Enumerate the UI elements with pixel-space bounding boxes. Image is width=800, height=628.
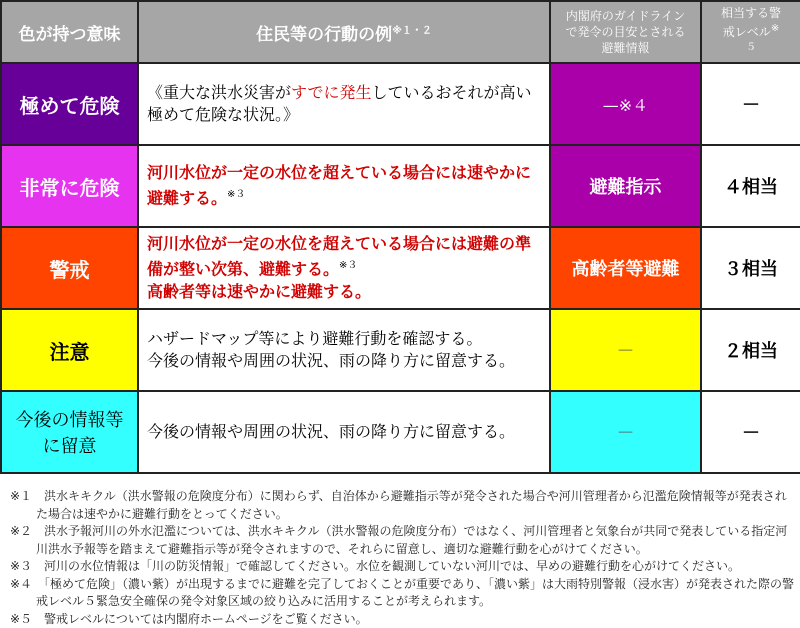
info-cell: —※４ [550,63,701,145]
header-action-sup: ※１・２ [392,25,432,36]
footnote: ※５ 警戒レベルについては内閣府ホームページをご覧ください。 [10,611,795,628]
meaning-cell: 今後の情報等に留意 [1,391,138,473]
action-cell: 今後の情報や周囲の状況、雨の降り方に留意する。 [138,391,550,473]
header-meaning: 色が持つ意味 [1,1,138,63]
level-cell: ４相当 [701,145,800,227]
table-row [1,63,800,145]
info-cell: 高齢者等避難 [550,227,701,309]
meaning-cell: 非常に危険 [1,145,138,227]
action-red: すでに発生 [291,83,371,102]
header-action [138,1,550,63]
action-sup: ※３ [227,189,245,200]
action-text: しているおそれが高い極めて危険な状況。》 [147,83,532,124]
action-text: ハザードマップ等により避難行動を確認する。 [147,329,482,348]
meaning-cell: 警戒 [1,227,138,309]
header-row [1,1,800,63]
action-red: 高齢者等は速やかに避難する。 [147,282,371,301]
action-cell [138,227,550,309]
footnote: ※２ 洪水予報河川の外水氾濫については、洪水キキクル（洪水警報の危険度分布）ではなく、河川管理者と気象台が共同で発表している指定河川洪水予報等を踏まえて避難指示等が発令されますので、それらに留意し、適切な避難行動を心がけてください。 [10,523,795,558]
header-info-text: 内閣府のガイドラインで発令の目安とされる避難情報 [551,8,700,56]
action-text: 今後の情報や周囲の状況、雨の降り方に留意する。 [147,351,515,370]
header-level-sup: ※５ [746,23,779,53]
action-text: 《重大な洪水災害が [147,83,291,102]
footnote: ※１ 洪水キキクル（洪水警報の危険度分布）に関わらず、自治体から避難指示等が発令された場合や河川管理者から氾濫危険情報等が発表された場合は速やかに避難行動をとってください。 [10,488,795,523]
table-row [1,227,800,309]
footnote: ※３ 河川の水位情報は「川の防災情報」で確認してください。水位を観測していない河川では、早めの避難行動を心がけてください。 [10,558,795,576]
action-cell [138,145,550,227]
header-action-text: 住民等の行動の例 [256,25,392,45]
table-row [1,145,800,227]
footnotes [10,488,795,628]
table-row [1,309,800,391]
action-cell [138,63,550,145]
footnote: ※４ 「極めて危険」（濃い紫）が出現するまでに避難を完了しておくことが重要であり、「濃い紫」は大雨特別警報（浸水害）が発表された際の警戒レベル５緊急安全確保の発令対象区域の絞り込みに活用することが考えられます。 [10,576,795,611]
header-info [550,1,701,63]
action-sup: ※３ [339,260,357,271]
header-level [701,1,800,63]
level-cell: ２相当 [701,309,800,391]
action-red: 河川水位が一定の水位を超えている場合には避難の準備が整い次第、避難する。 [147,234,531,278]
action-cell [138,309,550,391]
info-cell: 避難指示 [550,145,701,227]
meaning-cell: 極めて危険 [1,63,138,145]
meaning-cell: 注意 [1,309,138,391]
info-cell: － [550,391,701,473]
action-red: 河川水位が一定の水位を超えている場合には速やかに避難する。 [147,163,531,207]
level-cell: ３相当 [701,227,800,309]
level-cell: － [701,391,800,473]
info-cell: － [550,309,701,391]
level-cell: － [701,63,800,145]
table-row [1,391,800,473]
header-level-text: 相当する警戒レベル [721,6,781,39]
